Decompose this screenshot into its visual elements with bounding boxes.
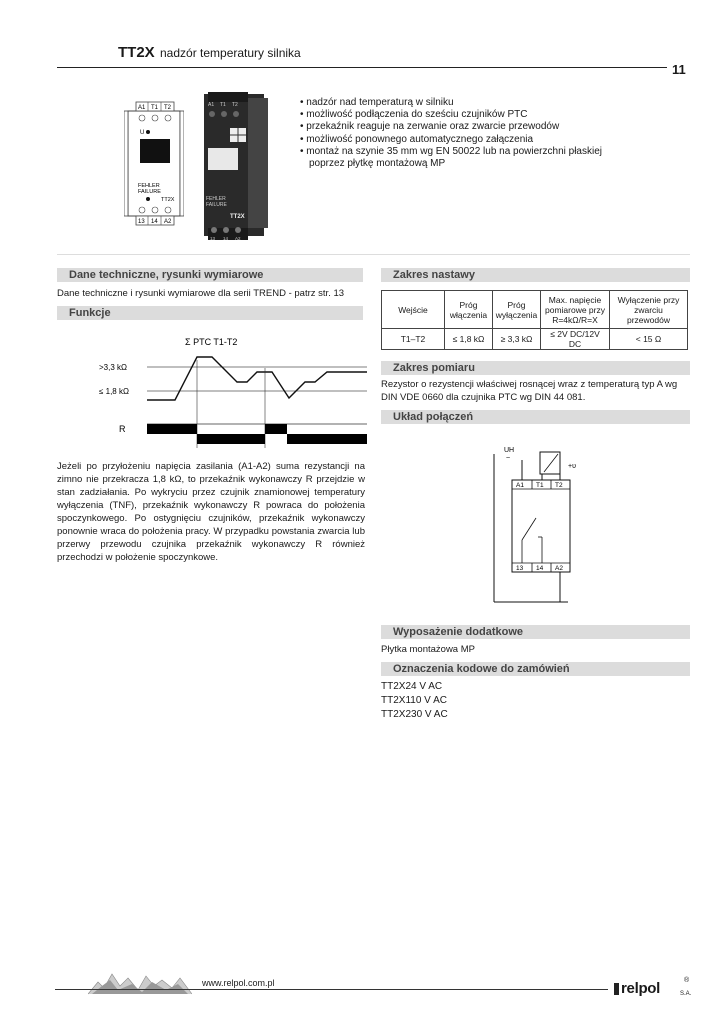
tech-data-heading: Dane techniczne, rysunki wymiarowe xyxy=(57,268,363,282)
conn-terminal-14: 14 xyxy=(536,565,544,572)
conn-terminal-13: 13 xyxy=(516,565,524,572)
conn-terminal-a1: A1 xyxy=(516,482,524,489)
tech-data-text: Dane techniczne i rysunki wymiarowe dla serii TREND - patrz str. 13 xyxy=(57,288,345,299)
footer-url[interactable]: www.relpol.com.pl xyxy=(202,978,275,988)
power-led-icon xyxy=(146,130,150,134)
brand-logo: relpol xyxy=(621,980,661,997)
front-terminal-t2: T2 xyxy=(164,105,172,111)
feature-item: • przekaźnik reaguje na zerwanie oraz zwarcie przewodów xyxy=(300,121,640,133)
conn-terminal-t2: T2 xyxy=(555,482,563,489)
photo-failure: FAILURE xyxy=(206,202,227,208)
device-photo xyxy=(198,88,270,242)
measurement-heading: Zakres pomiaru xyxy=(381,361,690,375)
order-code-item: TT2X230 V AC xyxy=(381,709,448,720)
feature-item: • możliwość podłączenia do sześciu czujników PTC xyxy=(300,109,640,121)
functions-heading: Funkcje xyxy=(57,306,363,320)
front-failure: FAILURE xyxy=(138,189,161,195)
measurement-text: Rezystor o rezystencji właściwej rosnącej wraz z temperaturą typ A wg DIN VDE 0660 dla czujnika PTC wg DIN 44 081. xyxy=(381,379,678,403)
relay-state-on-2 xyxy=(287,434,367,444)
settings-cell: T1–T2 xyxy=(382,329,445,350)
feature-item: • montaż na szynie 35 mm wg EN 50022 lub na powierzchni płaskiej poprzez płytkę montażową MP xyxy=(300,146,640,170)
product-subtitle: nadzór temperatury silnika xyxy=(160,46,301,60)
connections-heading: Układ połączeń xyxy=(381,410,690,424)
resistance-curve xyxy=(147,357,367,400)
supply-ac-symbol: ~ xyxy=(506,455,511,462)
settings-data-row xyxy=(382,329,688,350)
relay-state-off-1 xyxy=(147,424,197,434)
conn-terminal-t1: T1 xyxy=(536,482,544,489)
settings-cell: ≤ 2V DC/12V DC xyxy=(541,329,610,350)
page-number: 11 xyxy=(672,62,686,77)
order-codes-heading: Oznaczenia kodowe do zamówień xyxy=(381,662,690,676)
front-terminal-t1: T1 xyxy=(151,105,159,111)
photo-terminal-a2: A2 xyxy=(235,236,241,241)
relpol-logo-icon xyxy=(614,983,619,995)
function-timing-diagram xyxy=(57,330,367,450)
photo-fehler: FEHLER xyxy=(206,196,226,202)
conn-terminal-a2: A2 xyxy=(555,565,563,572)
photo-terminal-t2: T2 xyxy=(232,102,238,108)
device-front-drawing xyxy=(124,98,184,230)
settings-cell: ≤ 1,8 kΩ xyxy=(445,329,493,350)
functions-description: Jeżeli po przyłożeniu napięcia zasilania (A1-A2) suma rezystancji na zimno nie przekracza 1,8 kΩ, to przekaźnik wykonawczy R przejdzie w stan zadziałania. Po wykryciu przez czujnik znamionowej temperatury wyłączenia (TNF), przekaźnik wykonawczy R powraca do położenia spoczynkowego. Po ostygnięciu czujników, przekaźnik wykonawczy ponownie wraca do położenia pracy. W przypadku powstania zwarcia lub przerwy przewodu czujnika przekaźnik wykonawczy R również przechodzi w położenie spoczynkowe. xyxy=(57,461,365,563)
front-terminal-13: 13 xyxy=(138,219,145,225)
settings-header-row xyxy=(382,291,688,329)
front-model: TT2X xyxy=(161,197,175,203)
relay-state-off-2 xyxy=(265,424,287,434)
front-terminal-a2: A2 xyxy=(164,219,172,225)
diagram-level-high: >3,3 kΩ xyxy=(99,363,127,372)
brand-suffix: S.A. xyxy=(680,991,692,997)
settings-header-cell: Wejście xyxy=(382,291,445,329)
supply-label: UH xyxy=(504,447,515,454)
photo-model: TT2X xyxy=(230,214,245,220)
front-terminal-a1: A1 xyxy=(138,105,146,111)
settings-header-cell: Próg włączenia xyxy=(445,291,493,329)
product-name: TT2X xyxy=(118,44,155,61)
diagram-level-low: ≤ 1,8 kΩ xyxy=(99,387,129,396)
temperature-symbol: +υ xyxy=(568,463,576,470)
connection-diagram xyxy=(490,440,600,605)
footer-rule xyxy=(55,989,608,990)
photo-terminal-14: 14 xyxy=(223,236,229,241)
front-led-label: U xyxy=(140,130,145,136)
front-window xyxy=(140,139,170,163)
registered-mark: ® xyxy=(684,977,690,984)
front-fehler: FEHLER xyxy=(138,183,160,189)
accessories-heading: Wyposażenie dodatkowe xyxy=(381,625,690,639)
settings-cell: ≥ 3,3 kΩ xyxy=(493,329,541,350)
diagram-relay-label: R xyxy=(119,424,126,434)
feature-list xyxy=(300,97,640,170)
relay-box xyxy=(512,480,570,572)
relay-state-on-1 xyxy=(197,434,265,444)
settings-heading: Zakres nastawy xyxy=(381,268,690,282)
order-code-item: TT2X110 V AC xyxy=(381,695,447,706)
settings-cell: < 15 Ω xyxy=(610,329,688,350)
settings-header-cell: Próg wyłączenia xyxy=(493,291,541,329)
photo-terminal-t1: T1 xyxy=(220,102,226,108)
accessories-text: Płytka montażowa MP xyxy=(381,644,475,655)
settings-header-cell: Wyłączenie przy zwarciu przewodów xyxy=(610,291,688,329)
header-rule xyxy=(57,67,667,68)
feature-item: • nadzór nad temperaturą w silniku xyxy=(300,97,640,109)
diagram-signal-label: Σ PTC T1-T2 xyxy=(185,337,238,347)
order-code-list xyxy=(381,680,581,722)
settings-header-cell: Max. napięcie pomiarowe przy R=4kΩ/R=X xyxy=(541,291,610,329)
front-terminal-14: 14 xyxy=(151,219,158,225)
mountain-decoration-icon xyxy=(88,968,192,996)
photo-terminal-13: 13 xyxy=(210,236,216,241)
fault-led-icon xyxy=(146,197,150,201)
order-code-item: TT2X24 V AC xyxy=(381,681,443,692)
section-divider xyxy=(57,254,690,255)
feature-item: • możliwość ponownego automatycznego załączenia xyxy=(300,134,640,146)
settings-table xyxy=(381,290,688,350)
photo-terminal-a1: A1 xyxy=(208,102,215,108)
